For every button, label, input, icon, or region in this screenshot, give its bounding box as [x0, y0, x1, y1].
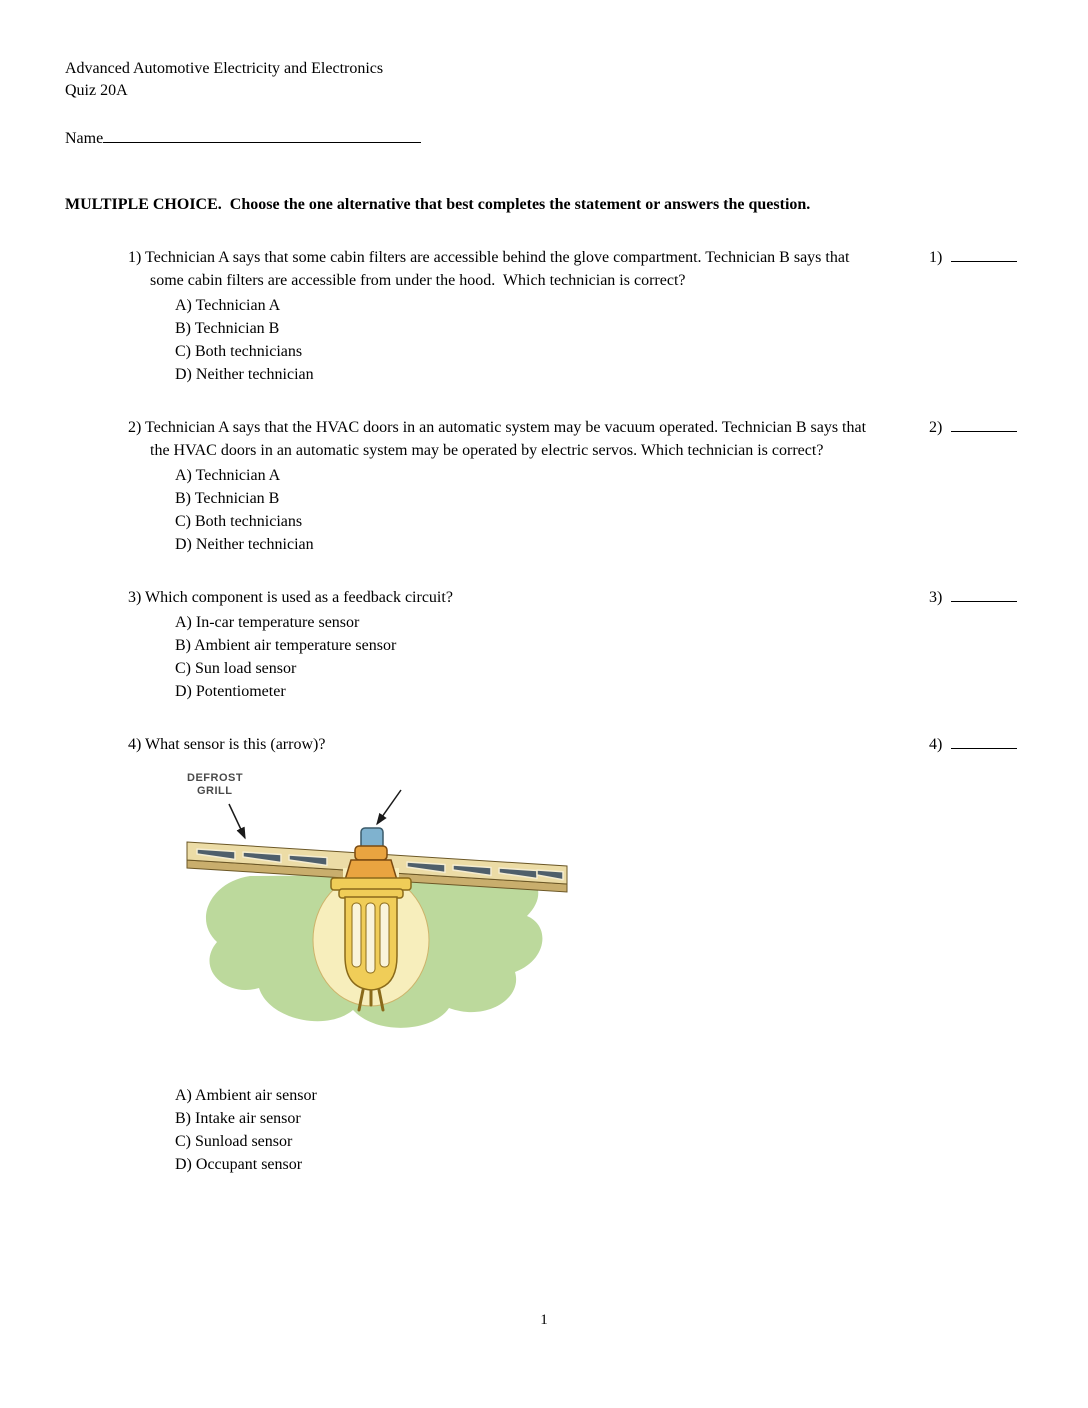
- sensor-flange: [331, 878, 411, 890]
- answer-blank[interactable]: [951, 736, 1017, 749]
- option-b: B) Ambient air temperature sensor: [175, 637, 397, 654]
- grill-arrow: [229, 804, 245, 838]
- question-number: 2): [128, 419, 142, 436]
- option-a: A) Ambient air sensor: [175, 1087, 317, 1104]
- question-text: 3) Which component is used as a feedback circuit?: [128, 589, 453, 606]
- quiz-title: Quiz 20A: [65, 82, 128, 99]
- option-b: B) Intake air sensor: [175, 1110, 301, 1127]
- question-number: 3): [128, 589, 142, 606]
- question-number: 4): [128, 736, 142, 753]
- option-c: C) Both technicians: [175, 513, 303, 530]
- sensor-arrow: [377, 790, 401, 824]
- sensor-cap: [345, 860, 397, 880]
- question-number: 1): [128, 249, 142, 266]
- answer-cell: [929, 246, 1025, 269]
- question-text: 1) Technician A says that some cabin filters are accessible behind the glove compartment. Technician B says that some cabin filters are accessible from under the hood. Which technician is correct?: [128, 249, 854, 289]
- name-blank[interactable]: [103, 129, 421, 143]
- figure-label: [187, 772, 243, 798]
- question-text: 2) Technician A says that the HVAC doors in an automatic system may be vacuum operated. Technician B says that the HVAC doors in an automatic system may be operated by electric servos. Which technician is correct?: [128, 419, 871, 459]
- course-title: Advanced Automotive Electricity and Electronics: [65, 60, 384, 77]
- figure-label-line2: GRILL: [197, 785, 233, 797]
- question-3: [128, 586, 1025, 703]
- name-label: Name: [65, 130, 104, 147]
- question-1: [128, 246, 1025, 386]
- answer-number: 4): [929, 736, 943, 753]
- option-a: A) Technician A: [175, 467, 281, 484]
- option-b: B) Technician B: [175, 320, 280, 337]
- answer-blank[interactable]: [951, 419, 1017, 432]
- option-a: A) In-car temperature sensor: [175, 614, 360, 631]
- option-d: D) Neither technician: [175, 366, 314, 383]
- options-list: [175, 294, 870, 386]
- answer-cell: [929, 733, 1025, 756]
- option-a: A) Technician A: [175, 297, 281, 314]
- answer-cell: [929, 416, 1025, 439]
- answer-number: 3): [929, 589, 943, 606]
- answer-blank[interactable]: [951, 249, 1017, 262]
- name-row: [65, 128, 1025, 150]
- instructions: MULTIPLE CHOICE. Choose the one alternative that best completes the statement or answers the question.: [65, 196, 811, 213]
- sensor-cap-top: [355, 846, 387, 860]
- page-number: 1: [540, 1312, 548, 1328]
- option-d: D) Neither technician: [175, 536, 314, 553]
- answer-number: 2): [929, 419, 943, 436]
- option-d: D) Potentiometer: [175, 683, 286, 700]
- question-4: [128, 733, 1025, 1176]
- title-block: [65, 58, 1025, 102]
- option-c: C) Sun load sensor: [175, 660, 297, 677]
- option-c: C) Sunload sensor: [175, 1133, 293, 1150]
- answer-cell: [929, 586, 1025, 609]
- answer-blank[interactable]: [951, 589, 1017, 602]
- sensor-illustration: [185, 770, 587, 1066]
- answer-number: 1): [929, 249, 943, 266]
- question-2: [128, 416, 1025, 556]
- option-d: D) Occupant sensor: [175, 1156, 303, 1173]
- defrost-sensor-figure: [185, 770, 587, 1066]
- options-list: [175, 611, 870, 703]
- question-text: 4) What sensor is this (arrow)?: [128, 736, 326, 753]
- figure-label-line1: DEFROST: [187, 772, 244, 784]
- option-c: C) Both technicians: [175, 343, 303, 360]
- options-list: [175, 464, 870, 556]
- option-b: B) Technician B: [175, 490, 280, 507]
- options-list: [175, 1084, 1025, 1176]
